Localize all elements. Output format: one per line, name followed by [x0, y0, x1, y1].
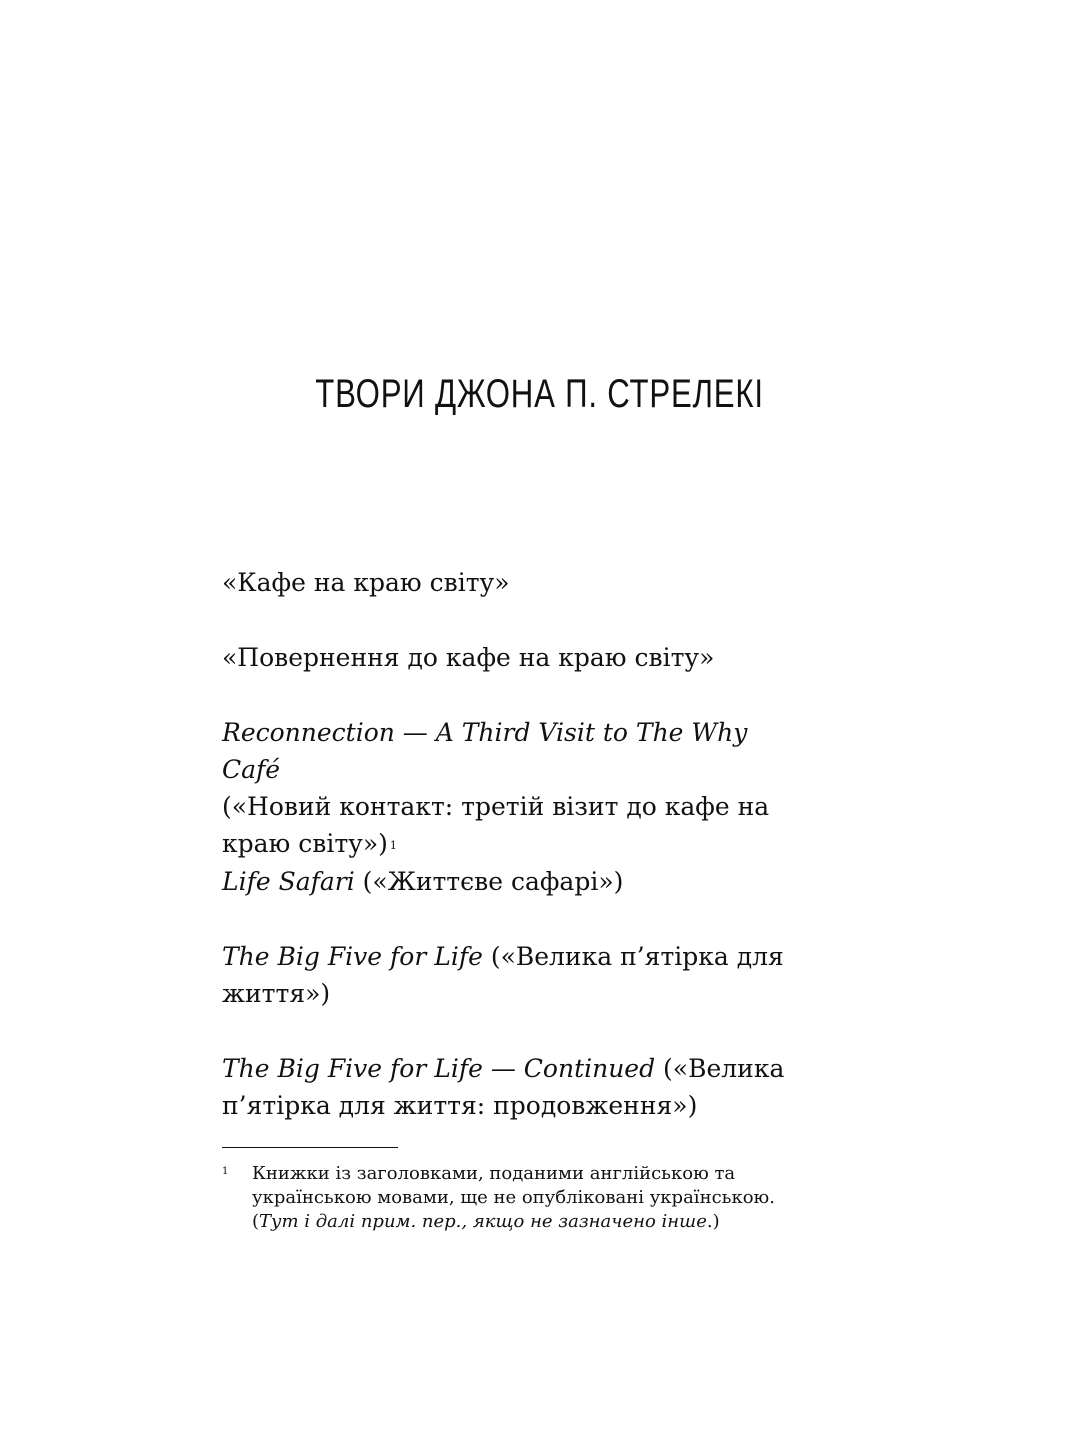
footnote-italic: Тут і далі прим. пер., якщо не зазначено інше — [259, 1211, 707, 1232]
work-title-ua: («Велика п’ятірка для життя: продовження») — [222, 1054, 785, 1120]
work-title-ua: («Велика п’ятірка для життя») — [222, 942, 784, 1008]
heading-text: ТВОРИ ДЖОНА П. СТРЕЛЕКІ — [315, 372, 765, 416]
work-title-ua: («Життєве сафарі») — [354, 867, 624, 896]
footnote-ref: 1 — [389, 839, 397, 852]
footnote-number: 1 — [222, 1166, 229, 1177]
work-title-ua: «Кафе на краю світу» — [222, 568, 510, 597]
work-title-en: Life Safari — [222, 867, 355, 896]
footnote-text — [252, 1162, 812, 1234]
work-entry — [222, 863, 812, 900]
work-entry — [222, 714, 812, 862]
work-entry — [222, 938, 812, 1012]
work-title-en: The Big Five for Life — [222, 942, 483, 971]
work-title-en: The Big Five for Life — Continued — [222, 1054, 656, 1083]
footnote-body: Книжки із заголовками, поданими англійською та українською мовами, ще не опубліковані українською. ( — [252, 1163, 775, 1232]
footnote-end: .) — [706, 1211, 720, 1232]
work-entry — [222, 639, 812, 676]
page-heading — [0, 372, 1080, 417]
work-title-en: Reconnection — A Third Visit to The Why Café — [222, 718, 748, 784]
work-title-ua: («Новий контакт: третій візит до кафе на краю світу») — [222, 792, 770, 858]
footnote-divider — [222, 1147, 398, 1148]
work-entry — [222, 564, 812, 601]
work-title-ua: «Повернення до кафе на краю світу» — [222, 643, 715, 672]
work-entry — [222, 1050, 812, 1124]
